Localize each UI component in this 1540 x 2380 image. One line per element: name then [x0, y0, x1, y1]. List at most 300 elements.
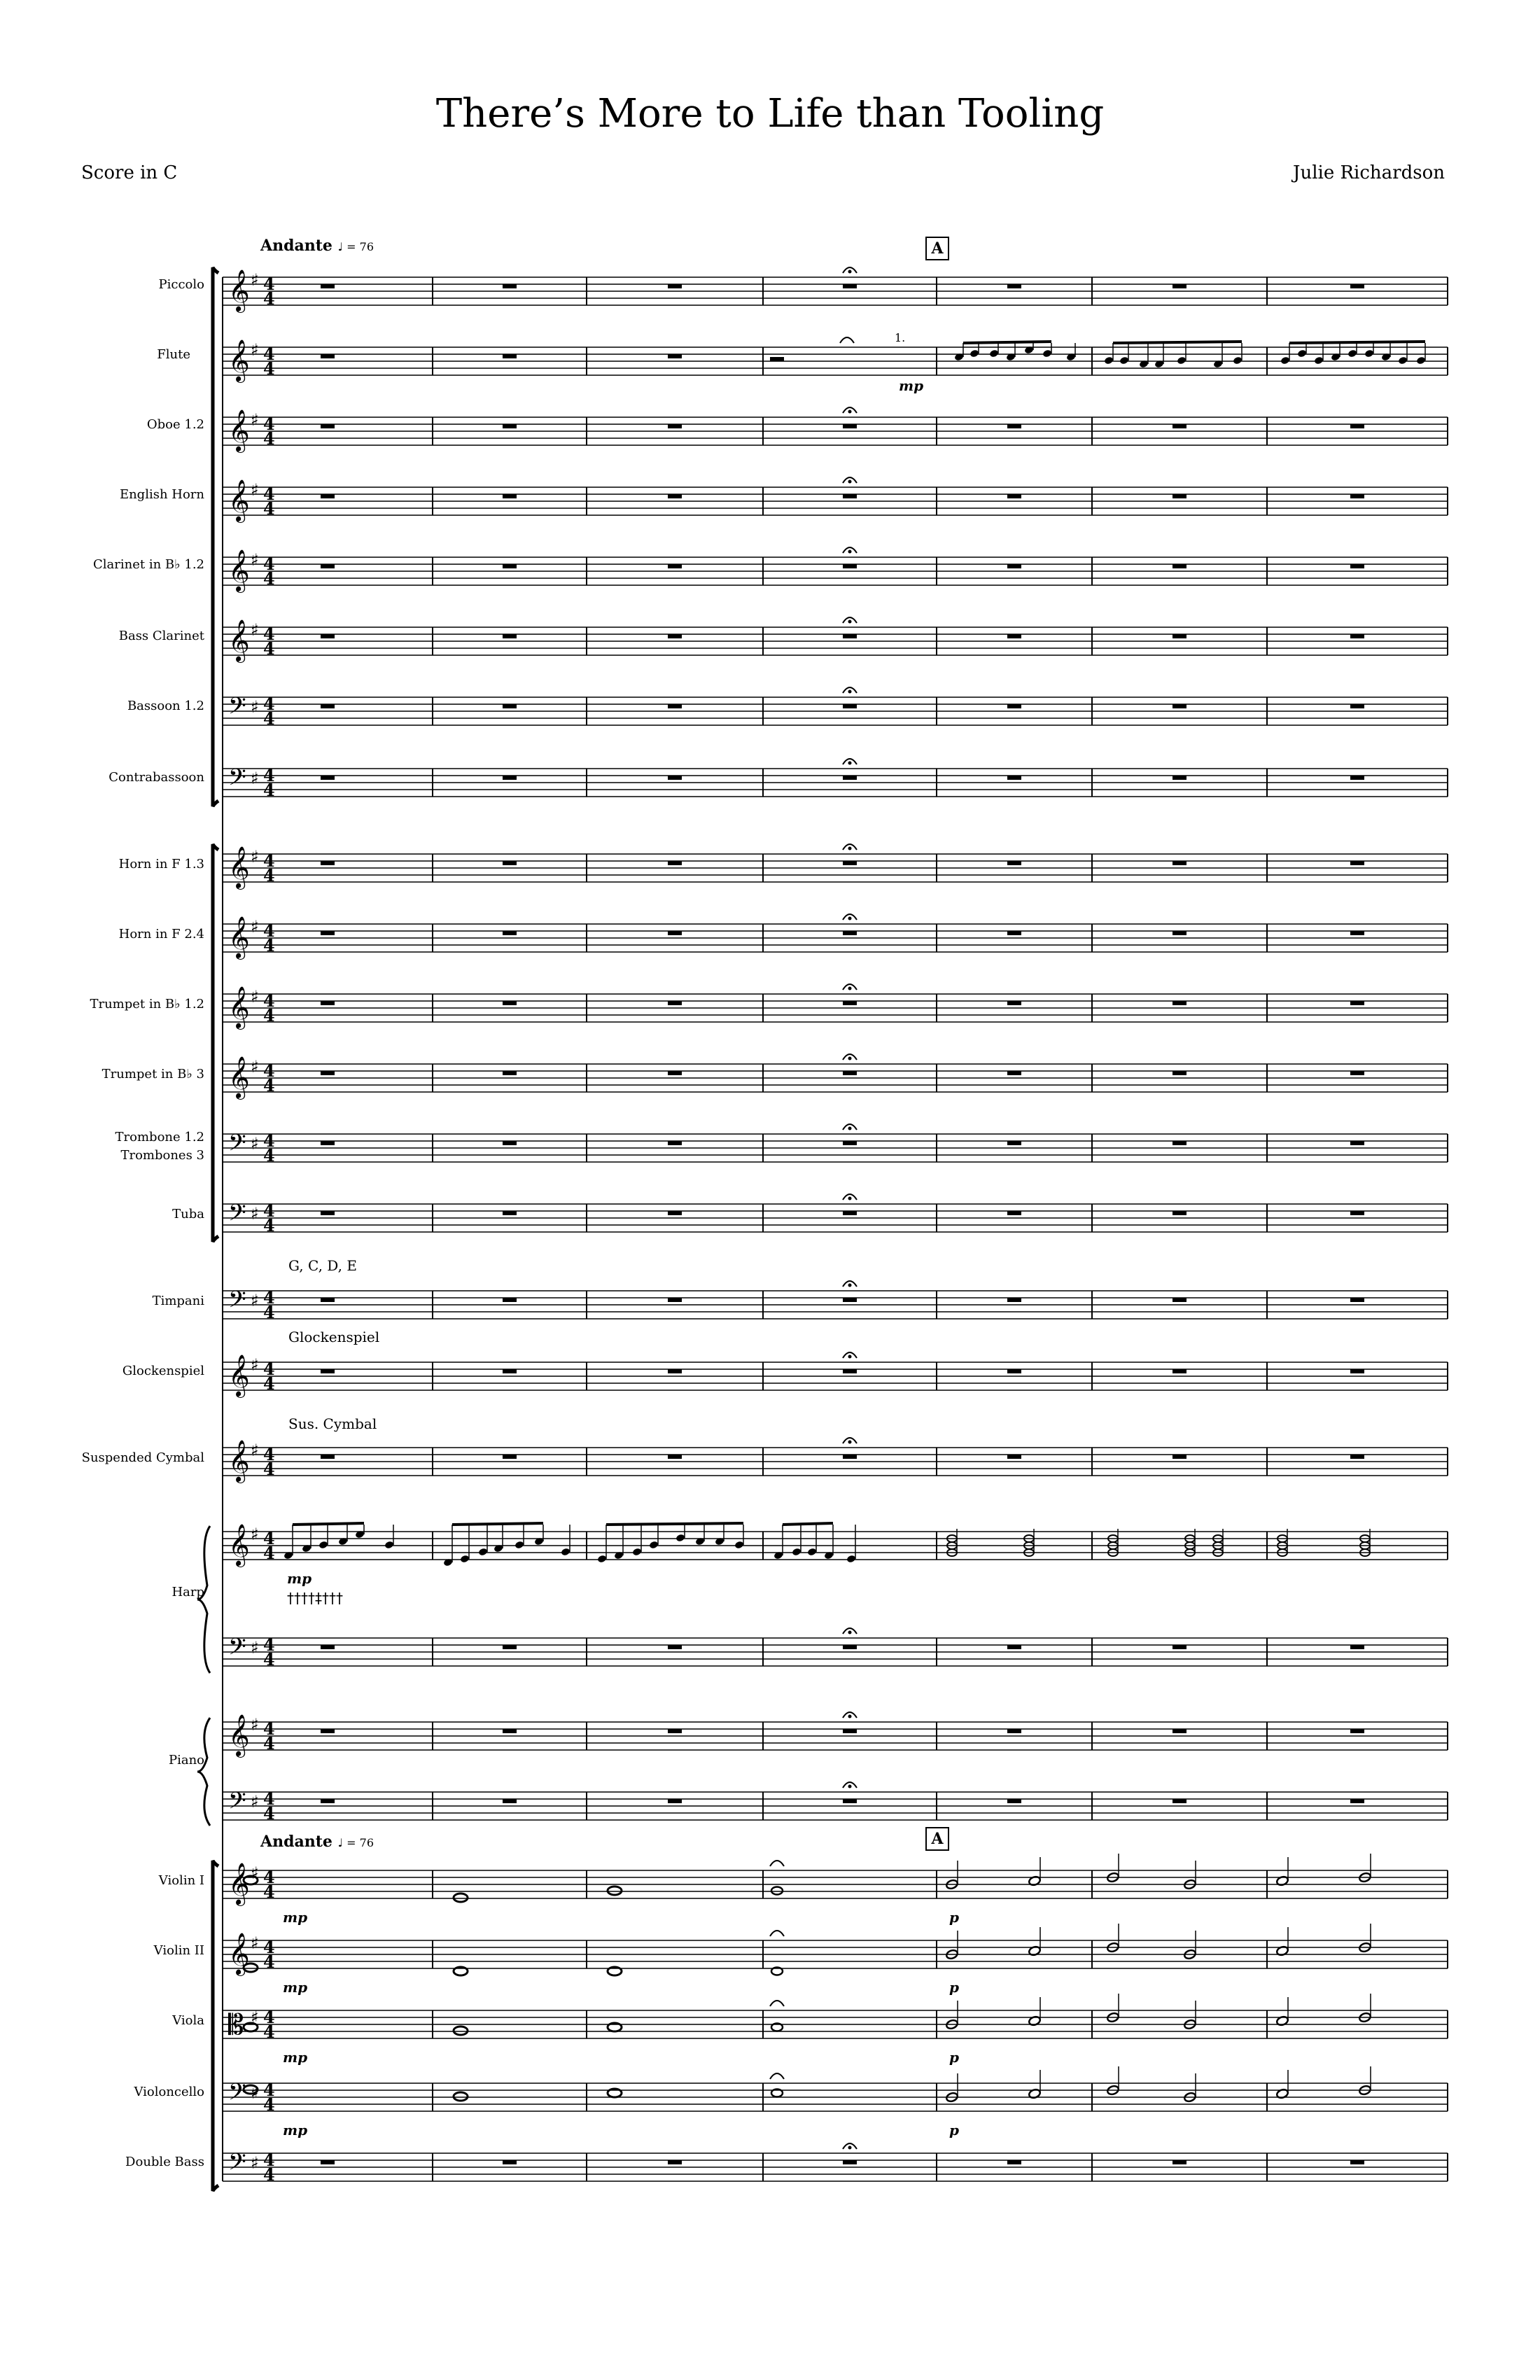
- dynamic-mp: mp: [287, 1570, 312, 1587]
- time-sig-bottom: 4: [263, 780, 275, 800]
- whole-rest: [1007, 284, 1021, 288]
- whole-rest: [503, 1071, 517, 1075]
- whole-rest: [503, 704, 517, 708]
- note-head: [676, 1534, 685, 1543]
- whole-rest: [1350, 1071, 1364, 1075]
- whole-rest: [668, 1211, 682, 1215]
- fermata-dot: [848, 1355, 852, 1359]
- time-sig-bottom: 4: [263, 1952, 275, 1972]
- whole-rest: [1350, 284, 1364, 288]
- time-sig-bottom: 4: [263, 288, 275, 309]
- time-sig-top: 4: [263, 1287, 275, 1308]
- time-sig-top: 4: [263, 1867, 275, 1887]
- time-sig-top: 4: [263, 1937, 275, 1957]
- score-subtitle: Score in C: [81, 162, 178, 183]
- beam: [452, 1523, 543, 1525]
- brass-bracket: [213, 844, 218, 1242]
- label-trombone-3: Trombones 3: [120, 1148, 204, 1163]
- key-sharp: ♯: [251, 1355, 259, 1375]
- fermata-dot: [848, 1127, 852, 1130]
- timpani-tuning: G, C, D, E: [288, 1257, 357, 1274]
- key-sharp: ♯: [251, 2008, 259, 2027]
- whole-rest: [321, 424, 335, 428]
- whole-rest: [843, 564, 857, 568]
- dynamic-mp: mp: [283, 1979, 308, 1996]
- time-sig-top: 4: [263, 920, 275, 941]
- fermata-dot: [848, 1057, 852, 1060]
- whole-rest: [321, 494, 335, 498]
- whole-rest: [503, 284, 517, 288]
- fermata: [770, 2001, 784, 2006]
- whole-rest: [321, 2160, 335, 2164]
- note-head: [384, 1541, 394, 1550]
- whole-rest: [668, 1001, 682, 1005]
- fermata: [840, 337, 854, 343]
- key-sharp: ♯: [251, 1638, 259, 1658]
- key-sharp: ♯: [251, 697, 259, 717]
- time-sig-top: 4: [263, 765, 275, 785]
- beam: [1113, 342, 1242, 343]
- whole-rest: [321, 776, 335, 780]
- beam: [293, 1523, 364, 1525]
- whole-rest: [668, 776, 682, 780]
- whole-rest: [668, 1369, 682, 1373]
- whole-rest: [843, 1369, 857, 1373]
- whole-rest: [1172, 1369, 1186, 1373]
- label-viola: Viola: [172, 2013, 204, 2028]
- fermata-dot: [848, 847, 852, 850]
- whole-rest: [1007, 1455, 1021, 1459]
- whole-rest: [1172, 1298, 1186, 1302]
- label-oboe: Oboe 1.2: [146, 417, 204, 432]
- whole-rest: [1007, 931, 1021, 935]
- whole-rest: [1007, 1141, 1021, 1145]
- time-sig-bottom: 4: [263, 1373, 275, 1394]
- time-sig-top: 4: [263, 1788, 275, 1809]
- time-sig-bottom: 4: [263, 1543, 275, 1563]
- fermata-dot: [848, 620, 852, 624]
- whole-rest: [321, 1298, 335, 1302]
- time-sig-top: 4: [263, 1130, 275, 1151]
- label-horn-24: Horn in F 2.4: [118, 927, 204, 941]
- whole-rest: [321, 354, 335, 358]
- label-double-bass: Double Bass: [125, 2155, 204, 2169]
- whole-rest: [503, 1729, 517, 1733]
- key-sharp: ♯: [251, 987, 259, 1007]
- whole-rest: [843, 1729, 857, 1733]
- treble-clef: 𝄞: [228, 916, 250, 958]
- whole-rest: [503, 494, 517, 498]
- whole-rest: [503, 1369, 517, 1373]
- whole-rest: [843, 1001, 857, 1005]
- whole-rest: [668, 284, 682, 288]
- fermata-dot: [848, 1715, 852, 1718]
- note-head: [514, 1541, 524, 1550]
- whole-rest: [503, 1645, 517, 1649]
- note-head: [460, 1555, 470, 1564]
- beam: [963, 342, 1051, 343]
- time-sig-top: 4: [263, 2150, 275, 2170]
- fermata-dot: [848, 2146, 852, 2150]
- whole-rest: [668, 1071, 682, 1075]
- whole-rest: [843, 1211, 857, 1215]
- dynamic-p: p: [949, 2049, 959, 2066]
- note-head: [649, 1541, 659, 1550]
- dynamic-mp: mp: [283, 1909, 308, 1926]
- note-head: [1177, 356, 1186, 365]
- whole-rest: [668, 1298, 682, 1302]
- whole-rest: [503, 354, 517, 358]
- whole-rest: [321, 1001, 335, 1005]
- whole-rest: [843, 494, 857, 498]
- treble-clef: 𝄞: [228, 1440, 250, 1482]
- whole-rest: [503, 2160, 517, 2164]
- label-tuba: Tuba: [172, 1207, 204, 1222]
- note-head: [1314, 356, 1324, 365]
- label-trombone: Trombone 1.2: [115, 1130, 204, 1144]
- label-trumpet-12: Trumpet in B♭ 1.2: [90, 997, 204, 1011]
- whole-rest: [843, 776, 857, 780]
- whole-rest: [1350, 1298, 1364, 1302]
- whole-rest: [843, 1141, 857, 1145]
- whole-rest: [843, 424, 857, 428]
- time-sig-bottom: 4: [263, 428, 275, 449]
- beam: [1289, 342, 1425, 343]
- label-violin-1: Violin I: [158, 1873, 204, 1888]
- whole-rest: [321, 1645, 335, 1649]
- bass-clef: 𝄢: [228, 2079, 246, 2111]
- time-sig-bottom: 4: [263, 1459, 275, 1479]
- treble-clef: 𝄞: [228, 986, 250, 1028]
- time-sig-top: 4: [263, 554, 275, 574]
- whole-rest: [1172, 494, 1186, 498]
- note-head: [632, 1548, 642, 1557]
- whole-rest: [1172, 2160, 1186, 2164]
- note-head: [597, 1555, 607, 1564]
- time-sig-bottom: 4: [263, 935, 275, 955]
- glockenspiel-text: Glockenspiel: [288, 1329, 380, 1345]
- whole-rest: [1350, 1645, 1364, 1649]
- whole-rest: [1350, 1369, 1364, 1373]
- dynamic-p: p: [949, 1979, 959, 1996]
- treble-clef: 𝄞: [228, 1524, 250, 1566]
- key-sharp: ♯: [251, 2083, 259, 2103]
- whole-rest: [668, 494, 682, 498]
- whole-rest: [843, 1455, 857, 1459]
- whole-rest: [1007, 1729, 1021, 1733]
- whole-note: [454, 2026, 468, 2035]
- whole-rest: [503, 1141, 517, 1145]
- key-sharp: ♯: [251, 847, 259, 867]
- whole-rest: [1007, 1369, 1021, 1373]
- whole-rest: [1007, 424, 1021, 428]
- whole-rest: [321, 1799, 335, 1803]
- whole-rest: [321, 861, 335, 865]
- whole-rest: [668, 861, 682, 865]
- bass-clef: 𝄢: [228, 1788, 246, 1820]
- key-sharp: ♯: [251, 1525, 259, 1544]
- whole-rest: [1007, 1645, 1021, 1649]
- harp-brace: [197, 1526, 210, 1673]
- whole-rest: [321, 284, 335, 288]
- key-sharp: ♯: [251, 1204, 259, 1224]
- whole-rest: [1007, 1799, 1021, 1803]
- treble-clef: 𝄞: [228, 1354, 250, 1396]
- key-sharp: ♯: [251, 2153, 259, 2173]
- time-sig-top: 4: [263, 990, 275, 1011]
- whole-rest: [321, 1729, 335, 1733]
- time-sig-bottom: 4: [263, 1005, 275, 1026]
- time-sig-top: 4: [263, 344, 275, 364]
- whole-rest: [321, 1211, 335, 1215]
- whole-rest: [1172, 284, 1186, 288]
- treble-clef: 𝄞: [228, 846, 250, 888]
- label-glockenspiel: Glockenspiel: [122, 1364, 204, 1378]
- time-sig-bottom: 4: [263, 1075, 275, 1096]
- whole-rest: [321, 1141, 335, 1145]
- time-sig-top: 4: [263, 624, 275, 644]
- whole-rest: [1007, 1298, 1021, 1302]
- whole-rest: [1172, 1729, 1186, 1733]
- key-sharp: ♯: [251, 1715, 259, 1735]
- label-harp: Harp: [172, 1585, 204, 1600]
- whole-rest: [321, 1369, 335, 1373]
- whole-rest: [1172, 1141, 1186, 1145]
- pedal-marks: ††††‡†††: [287, 1590, 343, 1606]
- note-head: [1104, 356, 1114, 365]
- woodwind-bracket: [213, 267, 218, 806]
- whole-rest: [1007, 1001, 1021, 1005]
- label-contrabassoon: Contrabassoon: [108, 770, 204, 785]
- score-title: There’s More to Life than Tooling: [435, 91, 1105, 136]
- note-head: [807, 1548, 817, 1557]
- whole-rest: [1172, 1001, 1186, 1005]
- label-violoncello: Violoncello: [134, 2085, 204, 2099]
- whole-rest: [843, 704, 857, 708]
- key-sharp: ♯: [251, 1792, 259, 1812]
- time-sig-top: 4: [263, 1634, 275, 1655]
- time-sig-bottom: 4: [263, 1733, 275, 1754]
- beam: [783, 1523, 833, 1525]
- half-rest: [770, 357, 784, 361]
- bass-clef: 𝄢: [228, 2149, 246, 2181]
- fermata-dot: [848, 1441, 852, 1444]
- time-sig-top: 4: [263, 1718, 275, 1739]
- whole-rest: [321, 634, 335, 638]
- dynamic-mp: mp: [283, 2049, 308, 2066]
- label-piano: Piano: [168, 1753, 204, 1768]
- bass-clef: 𝄢: [228, 1200, 246, 1232]
- whole-rest: [668, 1729, 682, 1733]
- rehearsal-mark-strings: A: [925, 1827, 949, 1851]
- whole-rest: [1350, 564, 1364, 568]
- whole-rest: [1172, 861, 1186, 865]
- flute-ending-label: 1.: [895, 331, 906, 344]
- note-head: [318, 1541, 328, 1550]
- whole-rest: [1172, 931, 1186, 935]
- time-sig-top: 4: [263, 1060, 275, 1081]
- whole-rest: [503, 1001, 517, 1005]
- label-piccolo: Piccolo: [158, 277, 204, 292]
- treble-clef: 𝄞: [228, 270, 250, 312]
- note-head: [846, 1555, 856, 1564]
- key-sharp: ♯: [251, 1291, 259, 1310]
- fermata-dot: [848, 987, 852, 990]
- fermata-dot: [848, 917, 852, 920]
- whole-rest: [1007, 564, 1021, 568]
- whole-rest: [1007, 704, 1021, 708]
- whole-rest: [1172, 776, 1186, 780]
- whole-rest: [1350, 1001, 1364, 1005]
- key-sharp: ♯: [251, 550, 259, 570]
- bass-clef: 𝄢: [228, 1130, 246, 1162]
- treble-clef: 𝄞: [228, 1933, 250, 1975]
- note-head: [1119, 356, 1129, 365]
- whole-rest: [1007, 1211, 1021, 1215]
- whole-note: [608, 1886, 622, 1895]
- fermata-dot: [848, 1785, 852, 1788]
- whole-rest: [1350, 704, 1364, 708]
- whole-rest: [668, 931, 682, 935]
- whole-rest: [1007, 861, 1021, 865]
- whole-rest: [1007, 634, 1021, 638]
- whole-rest: [503, 564, 517, 568]
- tempo-marking-strings: Andante ♩ = 76: [260, 1833, 374, 1851]
- whole-rest: [1172, 634, 1186, 638]
- whole-rest: [843, 1298, 857, 1302]
- bass-clef: 𝄢: [228, 693, 246, 725]
- fermata-dot: [848, 270, 852, 274]
- tempo-marking-top: Andante ♩ = 76: [260, 237, 374, 255]
- bass-clef: 𝄢: [228, 764, 246, 797]
- note-head: [989, 349, 999, 358]
- note-head: [561, 1548, 570, 1557]
- whole-rest: [1350, 1455, 1364, 1459]
- time-sig-bottom: 4: [263, 568, 275, 589]
- fermata-dot: [848, 690, 852, 694]
- rehearsal-mark-top: A: [925, 237, 949, 260]
- whole-rest: [668, 1799, 682, 1803]
- whole-rest: [321, 931, 335, 935]
- key-sharp: ♯: [251, 917, 259, 937]
- time-sig-top: 4: [263, 1200, 275, 1221]
- whole-rest: [503, 1298, 517, 1302]
- key-sharp: ♯: [251, 1057, 259, 1077]
- whole-rest: [843, 2160, 857, 2164]
- dynamic-p: p: [949, 1909, 959, 1926]
- time-sig-top: 4: [263, 850, 275, 871]
- whole-rest: [503, 1455, 517, 1459]
- half-note: [771, 1887, 783, 1895]
- whole-rest: [321, 564, 335, 568]
- alto-clef: 𝄡: [228, 2009, 244, 2041]
- whole-rest: [503, 424, 517, 428]
- note-head: [1364, 349, 1374, 358]
- whole-rest: [321, 1071, 335, 1075]
- piano-brace: [197, 1718, 210, 1826]
- note-head: [1280, 356, 1290, 365]
- label-english-horn: English Horn: [119, 487, 204, 502]
- fermata-dot: [848, 762, 852, 765]
- whole-rest: [843, 861, 857, 865]
- whole-rest: [843, 1645, 857, 1649]
- time-sig-bottom: 4: [263, 1882, 275, 1902]
- time-sig-bottom: 4: [263, 708, 275, 729]
- whole-rest: [1350, 634, 1364, 638]
- whole-rest: [321, 1455, 335, 1459]
- whole-rest: [668, 704, 682, 708]
- note-head: [792, 1548, 802, 1557]
- time-sig-bottom: 4: [263, 2094, 275, 2115]
- key-sharp: ♯: [251, 1441, 259, 1460]
- label-bassoon: Bassoon 1.2: [127, 699, 204, 713]
- time-sig-top: 4: [263, 1444, 275, 1464]
- treble-clef: 𝄞: [228, 620, 250, 662]
- key-sharp: ♯: [251, 1134, 259, 1154]
- note-head: [1416, 356, 1426, 365]
- treble-clef: 𝄞: [228, 550, 250, 592]
- whole-rest: [503, 931, 517, 935]
- whole-rest: [1172, 1455, 1186, 1459]
- note-head: [1233, 356, 1242, 365]
- whole-rest: [668, 2160, 682, 2164]
- whole-rest: [1350, 494, 1364, 498]
- whole-rest: [1172, 1071, 1186, 1075]
- whole-rest: [843, 284, 857, 288]
- dynamic-mp: mp: [899, 377, 924, 394]
- dynamic-mp: mp: [283, 2122, 308, 2138]
- whole-rest: [668, 354, 682, 358]
- whole-rest: [668, 1645, 682, 1649]
- time-sig-top: 4: [263, 414, 275, 434]
- whole-rest: [503, 1211, 517, 1215]
- whole-rest: [843, 634, 857, 638]
- key-sharp: ♯: [251, 340, 259, 360]
- label-timpani: Timpani: [152, 1294, 204, 1308]
- note-head: [478, 1548, 488, 1557]
- label-bass-clarinet: Bass Clarinet: [118, 629, 204, 643]
- time-sig-top: 4: [263, 274, 275, 294]
- treble-clef: 𝄞: [228, 1714, 250, 1756]
- fermata-dot: [848, 480, 852, 484]
- note-head: [1042, 349, 1052, 358]
- whole-note: [454, 1893, 468, 1902]
- whole-rest: [1350, 1211, 1364, 1215]
- time-sig-top: 4: [263, 1359, 275, 1379]
- strings-bracket: [213, 1861, 218, 2191]
- time-sig-bottom: 4: [263, 1649, 275, 1670]
- whole-rest: [843, 1071, 857, 1075]
- whole-rest: [1350, 1729, 1364, 1733]
- time-sig-bottom: 4: [263, 1302, 275, 1322]
- whole-rest: [1172, 564, 1186, 568]
- key-sharp: ♯: [251, 270, 259, 290]
- label-clarinet: Clarinet in B♭ 1.2: [93, 557, 204, 572]
- treble-clef: 𝄞: [228, 1056, 250, 1098]
- fermata-dot: [848, 1284, 852, 1287]
- whole-rest: [1172, 424, 1186, 428]
- cymbal-text: Sus. Cymbal: [288, 1415, 377, 1432]
- time-sig-bottom: 4: [263, 2164, 275, 2185]
- fermata-dot: [848, 1197, 852, 1200]
- time-sig-top: 4: [263, 2007, 275, 2027]
- fermata-dot: [848, 410, 852, 414]
- label-horn-13: Horn in F 1.3: [118, 857, 204, 872]
- key-sharp: ♯: [251, 769, 259, 788]
- note-head: [1297, 349, 1307, 358]
- whole-rest: [1172, 1645, 1186, 1649]
- whole-rest: [1172, 1211, 1186, 1215]
